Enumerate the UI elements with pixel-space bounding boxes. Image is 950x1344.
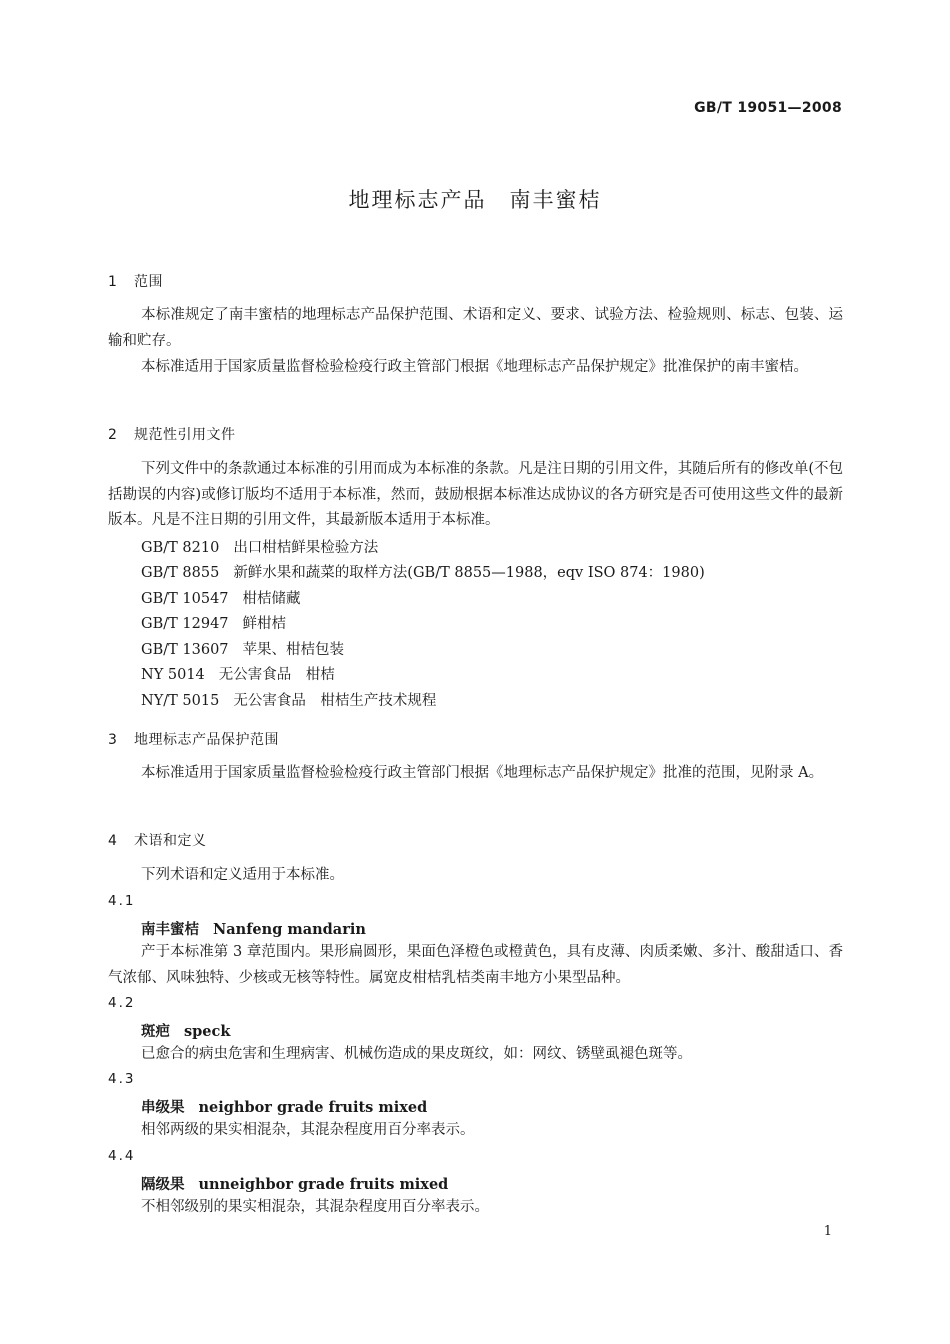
definition-text: 不相邻级别的果实相混杂，其混杂程度用百分率表示。 xyxy=(141,1199,489,1215)
reference-code: GB/T 13607 xyxy=(141,642,229,658)
section-3-heading xyxy=(108,729,279,749)
term-heading xyxy=(141,1096,427,1117)
reference-item xyxy=(141,638,344,659)
paragraph xyxy=(108,457,843,534)
reference-title: 无公害食品 柑桔 xyxy=(218,667,335,683)
paragraph-text: 本标准规定了南丰蜜桔的地理标志产品保护范围、术语和定义、要求、试验方法、检验规则、标志、包装、运输和贮存。 xyxy=(108,307,843,349)
reference-code: NY 5014 xyxy=(141,667,205,683)
section-number: 4 xyxy=(108,833,118,849)
definition-text: 已愈合的病虫危害和生理病害、机械伤造成的果皮斑纹，如：网纹、锈壁虱褪色斑等。 xyxy=(141,1046,692,1062)
term-zh: 南丰蜜桔 xyxy=(141,922,199,938)
section-title: 范围 xyxy=(134,274,163,290)
paragraph xyxy=(108,863,843,889)
term-en: neighbor grade fruits mixed xyxy=(198,1099,428,1116)
section-1-heading xyxy=(108,271,163,291)
section-2-heading xyxy=(108,424,236,444)
definition-text: 产于本标准第 3 章范围内。果形扁圆形，果面色泽橙色或橙黄色，具有皮薄、肉质柔嫩、多汁、酸甜适口、香气浓郁、风味独特、少核或无核等特性。属宽皮柑桔乳桔类南丰地方小果型品种。 xyxy=(108,944,843,986)
subsection-number: 4.1 xyxy=(108,893,136,909)
reference-code: NY/T 5015 xyxy=(141,693,220,709)
subsection-number: 4.2 xyxy=(108,995,136,1011)
term-zh: 斑疤 xyxy=(141,1024,170,1040)
term-en: Nanfeng mandarin xyxy=(213,921,366,938)
term-definition xyxy=(108,1117,843,1143)
reference-code: GB/T 8855 xyxy=(141,565,220,581)
term-en: unneighbor grade fruits mixed xyxy=(198,1176,449,1193)
reference-item xyxy=(141,663,335,684)
section-title: 规范性引用文件 xyxy=(134,427,236,443)
reference-title: 新鲜水果和蔬菜的取样方法(GB/T 8855—1988，eqv ISO 874：1980) xyxy=(233,565,705,581)
reference-code: GB/T 8210 xyxy=(141,540,220,556)
reference-title: 苹果、柑桔包装 xyxy=(242,642,345,658)
term-heading xyxy=(141,1020,230,1041)
term-zh: 串级果 xyxy=(141,1100,185,1116)
paragraph-text: 下列文件中的条款通过本标准的引用而成为本标准的条款。凡是注日期的引用文件，其随后所有的修改单(不包括勘误的内容)或修订版均不适用于本标准，然而，鼓励根据本标准达成协议的各方研究是否可使用这些文件的最新版本。凡是不注日期的引用文件，其最新版本适用于本标准。 xyxy=(108,461,843,528)
section-title: 地理标志产品保护范围 xyxy=(134,732,279,748)
reference-title: 鲜柑桔 xyxy=(242,616,287,632)
section-number: 1 xyxy=(108,274,118,290)
section-number: 2 xyxy=(108,427,118,443)
term-zh: 隔级果 xyxy=(141,1177,185,1193)
reference-title: 出口柑桔鲜果检验方法 xyxy=(233,540,379,556)
section-number: 3 xyxy=(108,732,118,748)
section-4-heading xyxy=(108,830,207,850)
reference-item xyxy=(141,587,301,608)
paragraph xyxy=(108,355,843,381)
reference-title: 无公害食品 柑桔生产技术规程 xyxy=(233,693,437,709)
term-heading xyxy=(141,1173,448,1194)
term-heading xyxy=(141,918,366,939)
subsection-number: 4.4 xyxy=(108,1148,136,1164)
term-definition xyxy=(108,1194,843,1220)
document-title: 地理标志产品 南丰蜜桔 xyxy=(348,188,602,212)
reference-title: 柑桔储藏 xyxy=(242,591,301,607)
paragraph xyxy=(108,303,843,354)
paragraph-text: 本标准适用于国家质量监督检验检疫行政主管部门根据《地理标志产品保护规定》批准的范围，见附录 A。 xyxy=(141,765,824,781)
definition-text: 相邻两级的果实相混杂，其混杂程度用百分率表示。 xyxy=(141,1122,475,1138)
paragraph-text: 下列术语和定义适用于本标准。 xyxy=(141,867,344,883)
term-definition xyxy=(108,939,843,991)
reference-code: GB/T 12947 xyxy=(141,616,229,632)
reference-item xyxy=(141,536,378,557)
reference-item xyxy=(141,561,705,582)
term-definition xyxy=(108,1041,843,1067)
reference-code: GB/T 10547 xyxy=(141,591,229,607)
subsection-number: 4.3 xyxy=(108,1071,136,1087)
page-number: 1 xyxy=(823,1224,832,1239)
term-en: speck xyxy=(184,1023,231,1040)
section-title: 术语和定义 xyxy=(134,833,207,849)
paragraph xyxy=(108,761,843,787)
standard-code: GB/T 19051—2008 xyxy=(694,100,842,116)
reference-item xyxy=(141,612,286,633)
reference-item xyxy=(141,689,436,710)
paragraph-text: 本标准适用于国家质量监督检验检疫行政主管部门根据《地理标志产品保护规定》批准保护的南丰蜜桔。 xyxy=(141,359,808,375)
